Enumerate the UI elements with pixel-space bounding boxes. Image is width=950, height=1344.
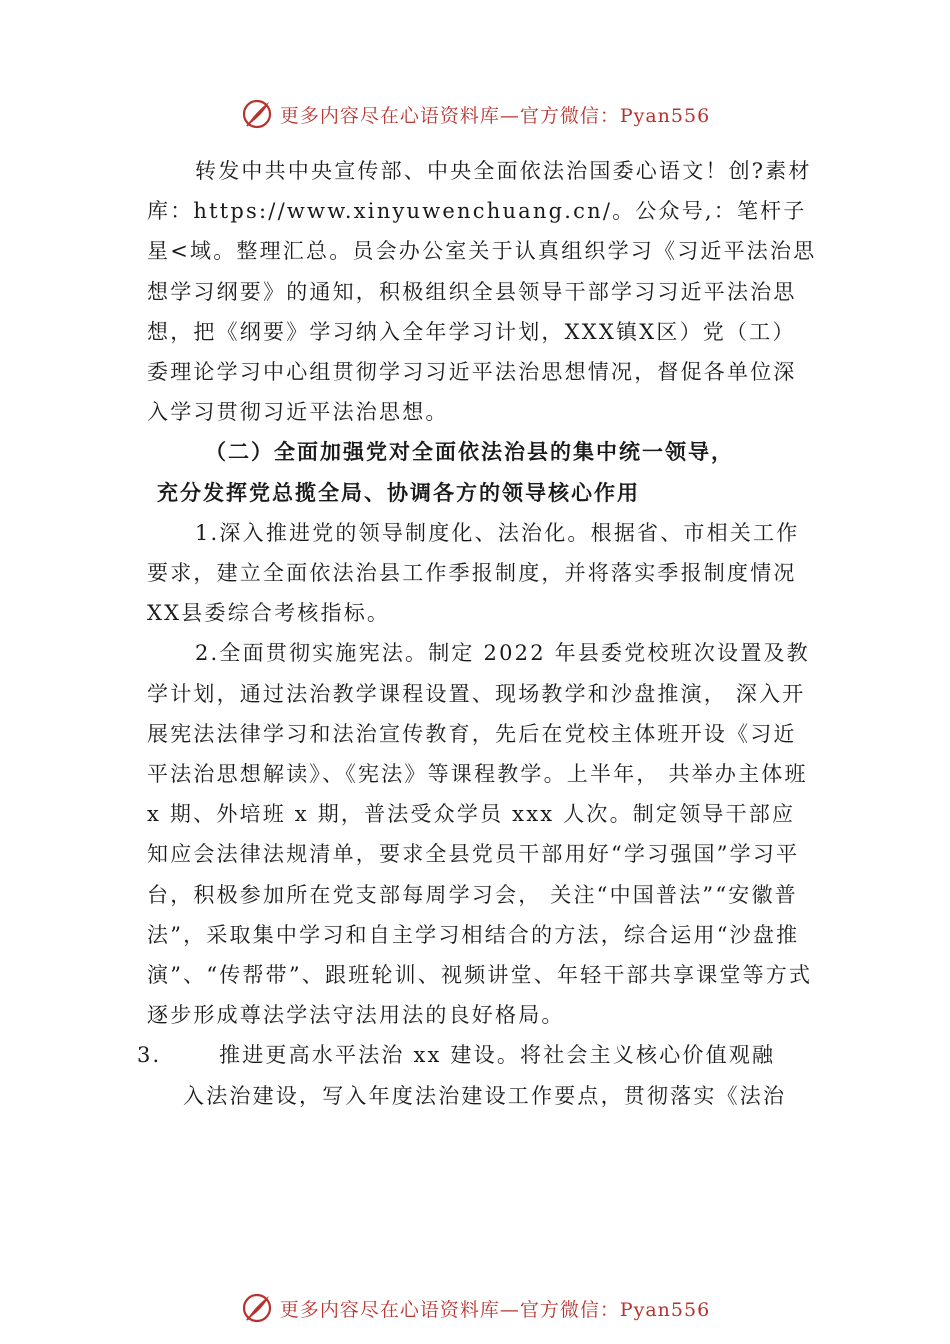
- feather-pen-logo-icon: [240, 97, 274, 131]
- list-item-3-line1: 推进更高水平法治 xx 建设。将社会主义核心价值观融: [219, 1043, 776, 1068]
- feather-pen-logo-icon: [240, 1291, 274, 1325]
- document-body: [137, 151, 817, 1116]
- header-banner: [0, 94, 950, 134]
- list-item-2: 2.全面贯彻实施宪法。制定 2022 年县委党校班次设置及教学计划，通过法治教学课程设置、现场教学和沙盘推演， 深入开展宪法法律学习和法治宣传教育，先后在党校主体班开设《习近平法治思想解读》、《宪法》等课程教学。上半年， 共举办主体班 x 期、外培班 x 期，普法受众学员 xxx 人次。制定领导干部应知应会法律法规清单，要求全县党员干部用好“学习强国”学习平台，积极参加所在党支部每周学习会， 关注“中国普法”“安徽普法”，采取集中学习和自主学习相结合的方法，综合运用“沙盘推演”、“传帮带”、跟班轮训、视频讲堂、年轻干部共享课堂等方式逐步形成尊法学法守法用法的良好格局。: [147, 641, 813, 1028]
- section-heading-line2: 充分发挥党总揽全局、协调各方的领导核心作用: [157, 479, 640, 505]
- header-banner-text: 更多内容尽在心语资料库—官方微信：Pyan556: [279, 104, 711, 127]
- list-item-3-line2: 入法治建设，写入年度法治建设工作要点，贯彻落实《法治: [183, 1083, 787, 1108]
- paragraph-intro: 转发中共中央宣传部、中央全面依法治国委心语文！创?素材库：https://www.xinyuwenchuang.cn/。公众号,：笔杆子星<域。整理汇总。员会办公室关于认真组织学习《习近平法治思想学习纲要》的通知，积极组织全县领导干部学习习近平法治思想，把《纲要》学习纳入全年学习计划，XXX镇X区）党（工）委理论学习中心组贯彻学习习近平法治思想情况，督促各单位深入学习贯彻习近平法治思想。: [147, 159, 817, 425]
- footer-banner-text: 更多内容尽在心语资料库—官方微信：Pyan556: [279, 1298, 711, 1321]
- footer-banner: [0, 1288, 950, 1328]
- list-item-1: 1.深入推进党的领导制度化、法治化。根据省、市相关工作要求，建立全面依法治县工作季报制度，并将落实季报制度情况XX县委综合考核指标。: [147, 520, 800, 626]
- list-item-3-number: 3.: [137, 1043, 162, 1068]
- section-heading-line1: （二）全面加强党对全面依法治县的集中统一领导，: [205, 439, 734, 465]
- list-item-3: [137, 1035, 817, 1115]
